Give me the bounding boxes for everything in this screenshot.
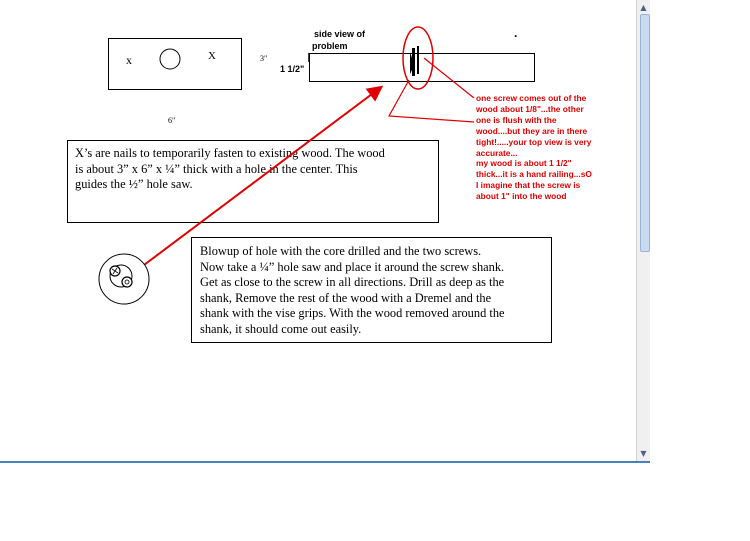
red-arrow [144, 88, 380, 265]
side-view-title-line2: problem [312, 41, 348, 51]
note-nails-line: guides the ½” hole saw. [75, 177, 193, 192]
height-label: 3" [260, 54, 268, 63]
screw-tip [410, 52, 412, 74]
red-annotation-line: one is flush with the [476, 114, 557, 125]
width-label: 6" [168, 116, 176, 125]
window-bottom-border [0, 461, 650, 463]
thickness-label: 1 1/2" [280, 64, 305, 74]
center-hole-circle [160, 49, 180, 69]
red-annotation-line: tight!.....your top view is very [476, 136, 592, 147]
red-annotation-line: accurate... [476, 147, 518, 158]
note-blowup-line: shank, Remove the rest of the wood with a Dremel and the [200, 290, 492, 305]
nail-mark-left: x [126, 53, 132, 67]
screw-head-blowup [122, 277, 132, 287]
red-annotation-line: my wood is about 1 1/2" [476, 158, 572, 169]
note-blowup-line: shank, it should come out easily. [200, 321, 362, 336]
note-nails-line: is about 3” x 6” x ¼” thick with a hole in the center. This [75, 161, 358, 176]
red-annotation-line: wood about 1/8"...the other [476, 103, 584, 114]
note-blowup-line: shank with the vise grips. With the wood removed around the [200, 306, 505, 321]
note-blowup-line: Get as close to the screw in all directions. Drill as deep as the [200, 275, 505, 290]
red-annotation-line: about 1" into the wood [476, 191, 567, 202]
note-blowup-line: Blowup of hole with the core drilled and the two screws. [200, 244, 482, 258]
red-pointer-line [389, 80, 474, 122]
side-view-title-line1: side view of [314, 29, 366, 39]
red-annotation-line: I imagine that the screw is [476, 180, 581, 191]
red-annotation-line: thick...it is a hand railing...sO [476, 169, 592, 180]
red-annotation-line: wood....but they are in there [476, 125, 588, 136]
scroll-down-icon[interactable]: ▼ [640, 449, 647, 458]
nail-mark-right: X [208, 50, 216, 62]
screw-head-blowup [110, 266, 120, 276]
scroll-up-icon[interactable]: ▲ [640, 3, 647, 12]
screw-shape [417, 46, 419, 74]
note-blowup-line: Now take a ¼” hole saw and place it around the screw shank. [200, 259, 505, 274]
red-annotation-line: one screw comes out of the [476, 93, 587, 103]
screw-shape [412, 48, 415, 76]
red-pointer-line [424, 58, 474, 98]
note-nails-line: X’s are nails to temporarily fasten to existing wood. The wood [75, 146, 385, 160]
stray-dot: . [514, 26, 518, 40]
scrollbar-thumb[interactable] [640, 14, 650, 252]
